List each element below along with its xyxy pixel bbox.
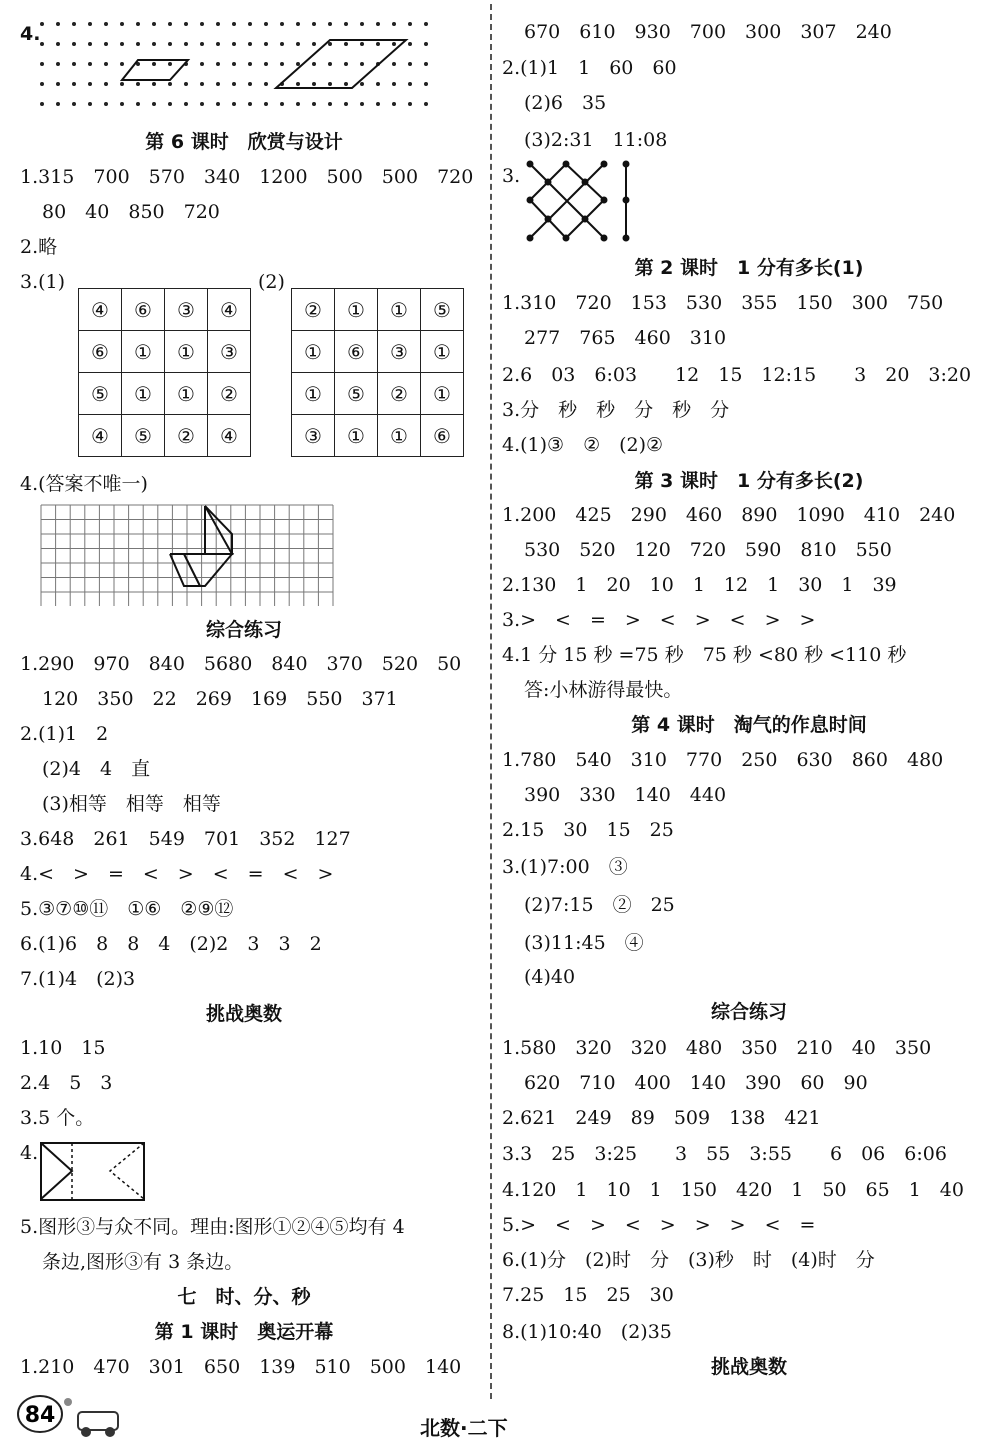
grid-cell: ① (292, 331, 335, 373)
grid-dot (88, 102, 92, 106)
grid-dot (232, 82, 236, 86)
z-q4: 4.< > = < > < = < > (20, 863, 334, 885)
grid-dot (136, 102, 140, 106)
grid-dot (408, 62, 412, 66)
grid-cell: ① (292, 373, 335, 415)
grid-cell: ① (421, 373, 464, 415)
grid-cell: ① (421, 331, 464, 373)
grid-cell: ① (335, 289, 378, 331)
grid-cell: ③ (165, 289, 208, 331)
u-q3: 3.> < = > < > < > > (502, 609, 816, 631)
grid-dot (72, 42, 76, 46)
grid-dot (136, 42, 140, 46)
grid-cell: ⑥ (335, 331, 378, 373)
grid-cell: ③ (208, 331, 251, 373)
grid-dot (360, 22, 364, 26)
grid-dot (424, 42, 428, 46)
lesson-6-title: 第 6 课时 欣赏与设计 (145, 131, 343, 153)
grid-cell: ③ (292, 415, 335, 457)
grid-dot (120, 82, 124, 86)
grid-dot (312, 22, 316, 26)
grid-dot (392, 102, 396, 106)
grid-dot (328, 22, 332, 26)
t-q1: 1.10 15 (20, 1037, 106, 1059)
q4-top-label: 4. (20, 23, 41, 45)
grid-dot (168, 22, 172, 26)
l6-q1-line2: 80 40 850 720 (42, 201, 220, 223)
l6-q3-part1-label: 3.(1) (20, 271, 66, 293)
grid-cell: ① (122, 331, 165, 373)
t-q3: 3.5 个。 (20, 1107, 95, 1129)
grid-row (292, 415, 464, 457)
grid-dot (328, 102, 332, 106)
grid-dot (312, 62, 316, 66)
grid-dot (104, 22, 108, 26)
grid-cell: ③ (378, 331, 421, 373)
z-q2-line3: (3)相等 相等 相等 (42, 793, 221, 815)
grid-dot (248, 102, 252, 106)
grid-dot (88, 22, 92, 26)
grid-cell: ② (378, 373, 421, 415)
grid-dot (120, 42, 124, 46)
grid-dot (184, 22, 188, 26)
v-q3-line3: (3)11:45 ④ (524, 932, 644, 954)
grid-dot (152, 62, 156, 66)
grid-dot (88, 62, 92, 66)
grid-dot (328, 42, 332, 46)
grid-dot (88, 82, 92, 86)
v-q3-line2: (2)7:15 ② 25 (524, 894, 675, 916)
w-q5: 5.> < > < > > > < = (502, 1214, 816, 1236)
grid-dot (248, 82, 252, 86)
grid-dot (280, 42, 284, 46)
grid-dot (88, 42, 92, 46)
grid-dot (264, 82, 268, 86)
grid-dot (376, 22, 380, 26)
grid-dot (344, 82, 348, 86)
grid-dot (216, 82, 220, 86)
grid-dot (120, 102, 124, 106)
page-number: 84 (24, 1403, 56, 1428)
grid-dot (280, 62, 284, 66)
grid-cell: ④ (208, 415, 251, 457)
grid-dot (376, 42, 380, 46)
grid-dot (424, 102, 428, 106)
grid-dot (56, 42, 60, 46)
grid-dot (344, 102, 348, 106)
section-review-title-2: 综合练习 (710, 1001, 787, 1023)
grid-dot (424, 82, 428, 86)
u-q4-line2: 答:小林游得最快。 (524, 679, 683, 701)
grid-dot (392, 62, 396, 66)
s-q1-line2: 277 765 460 310 (524, 327, 727, 349)
grid-dot (392, 82, 396, 86)
z-q2-line1: 2.(1)1 2 (20, 723, 109, 745)
grid-cell: ⑤ (335, 373, 378, 415)
l6-q2: 2.略 (20, 236, 58, 258)
grid-dot (344, 22, 348, 26)
t-q2: 2.4 5 3 (20, 1072, 113, 1094)
grid-dot (72, 102, 76, 106)
v-q1-line1: 1.780 540 310 770 250 630 860 480 (502, 749, 944, 771)
grid-dot (56, 62, 60, 66)
r-q2-line1: 2.(1)1 1 60 60 (502, 57, 677, 79)
grid-dot (56, 102, 60, 106)
grid-dot (136, 22, 140, 26)
s-q2: 2.6 03 6:03 12 15 12:15 3 20 3:20 (502, 364, 972, 386)
r-q3-label: 3. (502, 165, 521, 187)
z-q1-line1: 1.290 970 840 5680 840 370 520 50 (20, 653, 462, 675)
v-q3-line4: (4)40 (524, 966, 576, 988)
grid-dot (312, 42, 316, 46)
lesson-7-1-title: 第 1 课时 奥运开幕 (154, 1321, 334, 1343)
grid-cell: ① (122, 373, 165, 415)
k-q1: 1.210 470 301 650 139 510 500 140 (20, 1356, 462, 1378)
grid-dot (264, 102, 268, 106)
grid-cell: ① (165, 373, 208, 415)
grid-dot (360, 102, 364, 106)
footer-book-title: 北数·二下 (420, 1416, 508, 1440)
z-q6: 6.(1)6 8 8 4 (2)2 3 3 2 (20, 933, 322, 955)
grid-cell: ② (208, 373, 251, 415)
u-q1-line1: 1.200 425 290 460 890 1090 410 240 (502, 504, 956, 526)
grid-dot (200, 42, 204, 46)
grid-cell: ⑤ (122, 415, 165, 457)
number-grid-2 (291, 288, 464, 457)
grid-dot (408, 42, 412, 46)
grid-dot (104, 42, 108, 46)
lesson-7-3-title: 第 3 课时 1 分有多长(2) (634, 470, 864, 492)
grid-cell: ① (378, 289, 421, 331)
section-challenge-title-2: 挑战奥数 (710, 1356, 787, 1378)
w-q1-line1: 1.580 320 320 480 350 210 40 350 (502, 1037, 932, 1059)
grid-dot (120, 22, 124, 26)
r-continued-line: 670 610 930 700 300 307 240 (524, 21, 892, 43)
column-divider (490, 4, 492, 1399)
grid-dot (424, 62, 428, 66)
grid-dot (72, 82, 76, 86)
grid-dot (296, 62, 300, 66)
dot-grid-figure (40, 22, 430, 110)
number-grid-1 (78, 288, 251, 457)
z-q2-line2: (2)4 4 直 (42, 758, 151, 780)
grid-dot (344, 42, 348, 46)
grid-dot (264, 22, 268, 26)
z-q5: 5.③⑦⑩⑪ ①⑥ ②⑨⑫ (20, 898, 234, 920)
r-q2-line2: (2)6 35 (524, 92, 607, 114)
grid-dot (40, 42, 44, 46)
grid-dot (40, 82, 44, 86)
w-q1-line2: 620 710 400 140 390 60 90 (524, 1072, 868, 1094)
grid-row (79, 331, 251, 373)
grid-dot (152, 22, 156, 26)
t-q5-line1: 5.图形③与众不同。理由:图形①②④⑤均有 4 (20, 1216, 405, 1238)
grid-dot (184, 102, 188, 106)
grid-row (292, 331, 464, 373)
w-q2: 2.621 249 89 509 138 421 (502, 1107, 821, 1129)
grid-dot (392, 42, 396, 46)
grid-cell: ① (165, 331, 208, 373)
grid-dot (280, 22, 284, 26)
grid-cell: ② (292, 289, 335, 331)
l6-q1-line1: 1.315 700 570 340 1200 500 500 720 (20, 166, 474, 188)
folded-rectangle-figure (40, 1142, 146, 1202)
grid-dot (344, 62, 348, 66)
section-review-title: 综合练习 (205, 619, 282, 641)
grid-dot (184, 42, 188, 46)
v-q3-line1: 3.(1)7:00 ③ (502, 856, 628, 878)
grid-cell: ② (165, 415, 208, 457)
z-q1-line2: 120 350 22 269 169 550 371 (42, 688, 398, 710)
grid-dot (152, 102, 156, 106)
grid-dot (408, 102, 412, 106)
grid-dot (296, 82, 300, 86)
r-q2-line3: (3)2:31 11:08 (524, 129, 668, 151)
grid-dot (200, 102, 204, 106)
grid-dot (136, 82, 140, 86)
grid-dot (40, 22, 44, 26)
grid-cell: ① (335, 415, 378, 457)
grid-cell: ④ (79, 289, 122, 331)
z-q3: 3.648 261 549 701 352 127 (20, 828, 351, 850)
grid-dot (328, 82, 332, 86)
grid-row (79, 289, 251, 331)
grid-dot (200, 62, 204, 66)
grid-dot (296, 22, 300, 26)
grid-row (79, 373, 251, 415)
grid-dot (200, 22, 204, 26)
grid-cell: ④ (79, 415, 122, 457)
grid-dot (120, 62, 124, 66)
grid-dot (376, 82, 380, 86)
grid-dot (312, 102, 316, 106)
grid-row (292, 289, 464, 331)
grid-dot (392, 22, 396, 26)
grid-dot (168, 102, 172, 106)
grid-dot (168, 82, 172, 86)
grid-dot (360, 82, 364, 86)
grid-dot (408, 82, 412, 86)
u-q1-line2: 530 520 120 720 590 810 550 (524, 539, 892, 561)
grid-dot (216, 102, 220, 106)
grid-cell: ⑥ (79, 331, 122, 373)
lesson-7-2-title: 第 2 课时 1 分有多长(1) (634, 257, 864, 279)
grid-cell: ⑤ (79, 373, 122, 415)
grid-dot (264, 62, 268, 66)
grid-dot (216, 22, 220, 26)
grid-dot (184, 82, 188, 86)
w-q6: 6.(1)分 (2)时 分 (3)秒 时 (4)时 分 (502, 1249, 875, 1271)
grid-dot (232, 62, 236, 66)
grid-dot (200, 82, 204, 86)
grid-dot (248, 42, 252, 46)
grid-dot (248, 22, 252, 26)
grid-dot (72, 62, 76, 66)
grid-dot (376, 102, 380, 106)
page-number-badge (16, 1392, 126, 1444)
grid-dot (40, 102, 44, 106)
square-grid-figure (40, 504, 336, 606)
grid-dot (40, 62, 44, 66)
w-q3: 3.3 25 3:25 3 55 3:55 6 06 6:06 (502, 1143, 947, 1165)
grid-dot (152, 42, 156, 46)
grid-dot (424, 22, 428, 26)
grid-cell: ⑥ (421, 415, 464, 457)
grid-dot (72, 22, 76, 26)
grid-dot (168, 62, 172, 66)
grid-dot (216, 42, 220, 46)
t-q5-line2: 条边,图形③有 3 条边。 (42, 1251, 244, 1273)
grid-row (292, 373, 464, 415)
grid-dot (296, 42, 300, 46)
w-q4: 4.120 1 10 1 150 420 1 50 65 1 40 (502, 1179, 964, 1201)
grid-dot (280, 102, 284, 106)
grid-cell: ① (378, 415, 421, 457)
v-q2: 2.15 30 15 25 (502, 819, 674, 841)
grid-dot (232, 42, 236, 46)
dot-line-figure (526, 160, 636, 244)
z-q7: 7.(1)4 (2)3 (20, 968, 136, 990)
grid-dot (152, 82, 156, 86)
grid-dot (248, 62, 252, 66)
grid-dot (328, 62, 332, 66)
grid-dot (168, 42, 172, 46)
grid-cell: ④ (208, 289, 251, 331)
grid-dot (104, 102, 108, 106)
l6-q3-part2-label: (2) (258, 271, 285, 293)
l6-q4: 4.(答案不唯一) (20, 473, 148, 495)
lesson-7-4-title: 第 4 课时 淘气的作息时间 (631, 714, 867, 736)
grid-dot (232, 22, 236, 26)
u-q4-line1: 4.1 分 15 秒 =75 秒 75 秒 <80 秒 <110 秒 (502, 644, 907, 666)
grid-cell: ⑤ (421, 289, 464, 331)
s-q1-line1: 1.310 720 153 530 355 150 300 750 (502, 292, 944, 314)
grid-dot (312, 82, 316, 86)
grid-row (79, 415, 251, 457)
w-q8: 8.(1)10:40 (2)35 (502, 1321, 672, 1343)
grid-cell: ⑥ (122, 289, 165, 331)
grid-dot (360, 62, 364, 66)
s-q4: 4.(1)③ ② (2)② (502, 434, 664, 456)
v-q1-line2: 390 330 140 440 (524, 784, 727, 806)
w-q7: 7.25 15 25 30 (502, 1284, 674, 1306)
grid-dot (216, 62, 220, 66)
unit-7-title: 七 时、分、秒 (177, 1286, 311, 1308)
section-challenge-title: 挑战奥数 (205, 1003, 282, 1025)
t-q4: 4. (20, 1142, 39, 1164)
grid-dot (104, 82, 108, 86)
grid-dot (232, 102, 236, 106)
grid-dot (56, 22, 60, 26)
grid-dot (360, 42, 364, 46)
grid-dot (104, 62, 108, 66)
grid-dot (296, 102, 300, 106)
grid-dot (56, 82, 60, 86)
s-q3: 3.分 秒 秒 分 秒 分 (502, 399, 730, 421)
u-q2: 2.130 1 20 10 1 12 1 30 1 39 (502, 574, 897, 596)
grid-dot (264, 42, 268, 46)
grid-dot (408, 22, 412, 26)
